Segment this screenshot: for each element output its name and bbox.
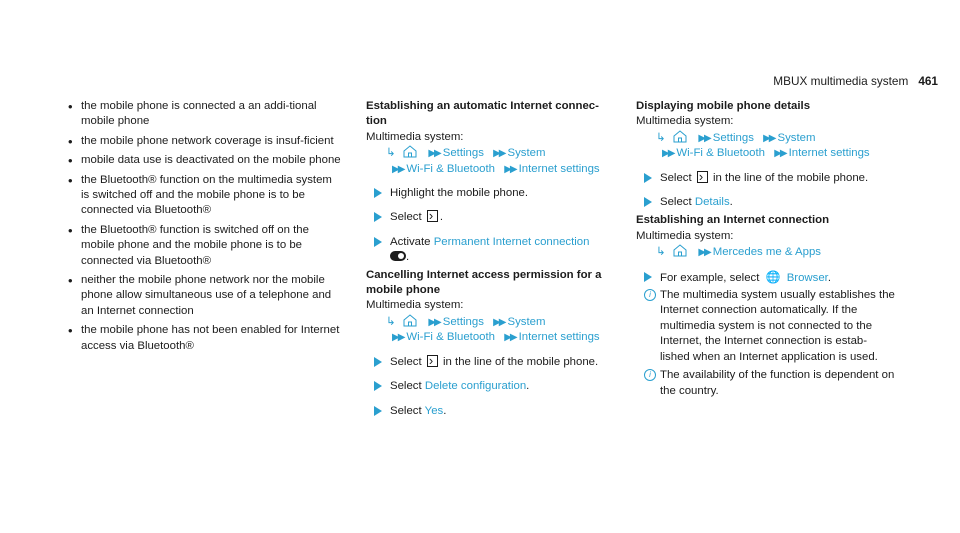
step <box>366 186 618 201</box>
menu-path <box>366 330 618 345</box>
path-system[interactable]: System <box>507 147 546 160</box>
step-triangle-icon <box>644 197 652 207</box>
path-system[interactable]: System <box>777 131 816 144</box>
path-separator-icon: ▶▶ <box>392 332 404 344</box>
step <box>366 355 618 370</box>
column-3 <box>636 99 896 402</box>
step: For example, select 🌐 Browser. <box>636 270 896 286</box>
step-triangle-icon <box>374 188 382 198</box>
list-item: • neither the mobile phone network nor the mobile phone allow simultaneous use of a telephone and an Internet connection <box>67 273 343 319</box>
section-heading-cancel-access <box>366 268 618 299</box>
step-text: Select <box>660 196 692 209</box>
list-item: • the Bluetooth® function is switched off on the mobile phone and the mobile phone is to be connected via Bluetooth® <box>67 223 343 269</box>
menu-path <box>636 244 896 260</box>
heading-line: mobile phone <box>366 284 441 297</box>
path-wifi-bluetooth[interactable]: Wi-Fi & Bluetooth <box>676 147 766 160</box>
path-separator-icon: ▶▶ <box>774 148 786 160</box>
path-settings[interactable]: Settings <box>442 315 484 328</box>
step-triangle-icon <box>374 237 382 247</box>
list-item: • the Bluetooth® function on the multimedia system is switched off and the mobile phone is to be connected via Bluetooth® <box>67 173 343 219</box>
heading-line: Cancelling Internet access permission for a <box>366 268 602 281</box>
path-separator-icon: ▶▶ <box>392 163 404 175</box>
path-separator-icon: ▶▶ <box>428 316 440 328</box>
home-icon <box>403 145 417 158</box>
globe-icon: 🌐 <box>765 269 781 284</box>
menu-path <box>366 162 618 177</box>
section-heading-automatic-internet <box>366 99 618 130</box>
delete-configuration-option[interactable]: Delete configuration <box>424 380 527 393</box>
info-text: The multimedia system usually establishes the Internet connection automatically. If the multimedia system is not connected to the Internet, the Internet connection is estab-lished when an Internet application is used. <box>660 289 895 363</box>
info-icon: i <box>644 369 656 381</box>
step-triangle-icon <box>644 272 652 282</box>
path-separator-icon: ▶▶ <box>662 148 674 160</box>
path-separator-icon: ▶▶ <box>504 332 516 344</box>
path-settings[interactable]: Settings <box>712 131 754 144</box>
column-2 <box>366 99 618 428</box>
step-triangle-icon <box>374 406 382 416</box>
home-icon <box>673 130 687 143</box>
details-option[interactable]: Details <box>694 196 730 209</box>
intro-text: Multimedia system: <box>636 115 734 128</box>
chevron-right-button-icon <box>427 355 438 367</box>
step-text: Select <box>390 355 422 368</box>
info-note <box>636 288 896 365</box>
step-triangle-icon <box>374 212 382 222</box>
column-1 <box>67 99 343 358</box>
step-triangle-icon <box>644 173 652 183</box>
path-system[interactable]: System <box>507 315 546 328</box>
home-icon <box>403 314 417 327</box>
home-icon <box>673 244 687 257</box>
path-arrow-icon: ↳ <box>386 315 396 328</box>
info-note <box>636 368 896 399</box>
menu-path <box>366 145 618 161</box>
path-arrow-icon: ↳ <box>386 147 396 160</box>
path-settings[interactable]: Settings <box>442 147 484 160</box>
chevron-right-button-icon <box>427 210 438 222</box>
path-separator-icon: ▶▶ <box>493 148 505 160</box>
step-text: in the line of the mobile phone. <box>443 355 599 368</box>
heading-line: tion <box>366 115 387 128</box>
path-mercedes-me-apps[interactable]: Mercedes me & Apps <box>712 246 821 259</box>
step-triangle-icon <box>374 381 382 391</box>
page-header <box>773 74 938 89</box>
step: Select › . <box>366 210 618 225</box>
heading-line: Establishing an automatic Internet connec- <box>366 100 599 112</box>
path-separator-icon: ▶▶ <box>493 316 505 328</box>
info-icon: i <box>644 289 656 301</box>
step-text: Highlight the mobile phone. <box>390 187 529 200</box>
permanent-internet-connection-option[interactable]: Permanent Internet connection <box>433 235 590 248</box>
path-arrow-icon: ↳ <box>656 246 666 259</box>
path-wifi-bluetooth[interactable]: Wi-Fi & Bluetooth <box>406 162 496 175</box>
chevron-right-button-icon <box>697 171 708 183</box>
step: Select Yes. <box>366 404 618 419</box>
toggle-icon <box>390 251 406 261</box>
list-item: • mobile data use is deactivated on the mobile phone <box>67 153 343 168</box>
section-heading-internet-connection: Establishing an Internet connection <box>636 214 830 227</box>
path-internet-settings[interactable]: Internet settings <box>518 162 600 175</box>
step: Select Details. <box>636 195 896 210</box>
step-text: Activate <box>390 235 431 248</box>
step-triangle-icon <box>374 357 382 367</box>
list-item: • the mobile phone has not been enabled for Internet access via Bluetooth® <box>67 323 343 354</box>
step <box>636 171 896 186</box>
path-wifi-bluetooth[interactable]: Wi-Fi & Bluetooth <box>406 331 496 344</box>
list-item: • the mobile phone network coverage is insuf-ficient <box>67 134 343 149</box>
step-text: Select <box>390 404 422 417</box>
path-separator-icon: ▶▶ <box>504 163 516 175</box>
path-internet-settings[interactable]: Internet settings <box>788 147 870 160</box>
step: Activate Permanent Internet connection . <box>366 235 618 266</box>
path-separator-icon: ▶▶ <box>763 132 775 144</box>
step-text: Select <box>390 211 422 224</box>
path-separator-icon: ▶▶ <box>428 148 440 160</box>
header-title: MBUX multimedia system <box>773 74 909 88</box>
step-text: in the line of the mobile phone. <box>713 171 869 184</box>
menu-path <box>366 314 618 330</box>
step: Select Delete configuration. <box>366 379 618 394</box>
info-text: The availability of the function is dependent on the country. <box>660 369 895 397</box>
step-text: Select <box>660 171 692 184</box>
intro-text: Multimedia system: <box>366 130 464 143</box>
section-heading-phone-details: Displaying mobile phone details <box>636 100 811 112</box>
path-separator-icon: ▶▶ <box>698 247 710 259</box>
menu-path <box>636 146 896 161</box>
step-text: Select <box>390 380 422 393</box>
page-number: 461 <box>918 74 938 88</box>
path-internet-settings[interactable]: Internet settings <box>518 331 600 344</box>
step-text: For example, select <box>660 271 760 284</box>
path-arrow-icon: ↳ <box>656 131 666 144</box>
list-item: • the mobile phone is connected a an addi-tional mobile phone <box>67 99 343 130</box>
browser-option[interactable]: Browser <box>786 271 828 284</box>
intro-text: Multimedia system: <box>366 299 464 312</box>
menu-path <box>636 130 896 146</box>
intro-text: Multimedia system: <box>636 229 734 242</box>
yes-option[interactable]: Yes <box>424 404 444 417</box>
path-separator-icon: ▶▶ <box>698 132 710 144</box>
